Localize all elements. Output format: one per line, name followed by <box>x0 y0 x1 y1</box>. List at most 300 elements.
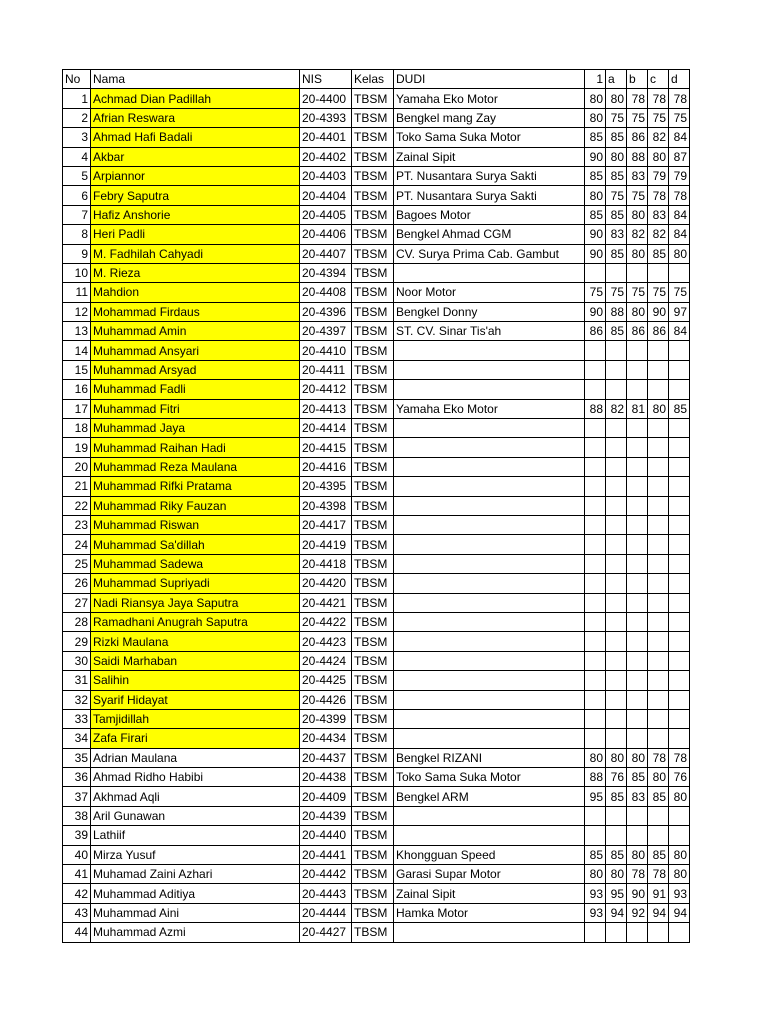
cell-nama[interactable]: Salihin <box>91 671 300 690</box>
cell-score-a[interactable] <box>606 515 627 534</box>
cell-nis[interactable]: 20-4409 <box>300 787 352 806</box>
cell-score-a[interactable] <box>606 826 627 845</box>
cell-nama[interactable]: Ahmad Ridho Habibi <box>91 768 300 787</box>
cell-score-d[interactable]: 78 <box>669 89 690 108</box>
cell-nis[interactable]: 20-4405 <box>300 205 352 224</box>
cell-score-1[interactable]: 90 <box>585 225 606 244</box>
cell-nama[interactable]: Ramadhani Anugrah Saputra <box>91 612 300 631</box>
cell-score-1[interactable]: 86 <box>585 322 606 341</box>
cell-dudi[interactable]: Zainal Sipit <box>394 884 585 903</box>
cell-kelas[interactable]: TBSM <box>352 225 394 244</box>
cell-score-d[interactable] <box>669 554 690 573</box>
cell-nis[interactable]: 20-4422 <box>300 612 352 631</box>
cell-score-b[interactable] <box>627 496 648 515</box>
cell-score-d[interactable] <box>669 826 690 845</box>
cell-dudi[interactable] <box>394 574 585 593</box>
cell-dudi[interactable] <box>394 612 585 631</box>
cell-nama[interactable]: Muhamad Zaini Azhari <box>91 865 300 884</box>
cell-dudi[interactable] <box>394 709 585 728</box>
cell-nis[interactable]: 20-4414 <box>300 419 352 438</box>
cell-kelas[interactable]: TBSM <box>352 806 394 825</box>
cell-kelas[interactable]: TBSM <box>352 496 394 515</box>
cell-no[interactable]: 7 <box>63 205 91 224</box>
cell-score-c[interactable] <box>648 515 669 534</box>
cell-dudi[interactable] <box>394 496 585 515</box>
cell-nis[interactable]: 20-4424 <box>300 651 352 670</box>
cell-score-b[interactable] <box>627 263 648 282</box>
cell-score-d[interactable] <box>669 419 690 438</box>
cell-nis[interactable]: 20-4407 <box>300 244 352 263</box>
cell-nis[interactable]: 20-4423 <box>300 632 352 651</box>
cell-score-1[interactable]: 90 <box>585 147 606 166</box>
cell-no[interactable]: 43 <box>63 903 91 922</box>
cell-no[interactable]: 12 <box>63 302 91 321</box>
cell-no[interactable]: 4 <box>63 147 91 166</box>
cell-no[interactable]: 17 <box>63 399 91 418</box>
cell-score-a[interactable] <box>606 477 627 496</box>
cell-nis[interactable]: 20-4415 <box>300 438 352 457</box>
cell-score-b[interactable]: 83 <box>627 787 648 806</box>
cell-score-1[interactable]: 75 <box>585 283 606 302</box>
header-nis[interactable]: NIS <box>300 70 352 89</box>
cell-score-d[interactable] <box>669 593 690 612</box>
cell-dudi[interactable] <box>394 593 585 612</box>
cell-kelas[interactable]: TBSM <box>352 884 394 903</box>
cell-score-c[interactable] <box>648 457 669 476</box>
cell-kelas[interactable]: TBSM <box>352 632 394 651</box>
cell-kelas[interactable]: TBSM <box>352 671 394 690</box>
cell-dudi[interactable]: ST. CV. Sinar Tis'ah <box>394 322 585 341</box>
cell-score-b[interactable] <box>627 554 648 573</box>
cell-score-b[interactable] <box>627 438 648 457</box>
cell-score-d[interactable]: 84 <box>669 322 690 341</box>
cell-nama[interactable]: Muhammad Azmi <box>91 923 300 942</box>
cell-nis[interactable]: 20-4396 <box>300 302 352 321</box>
cell-score-1[interactable]: 80 <box>585 108 606 127</box>
cell-score-d[interactable] <box>669 709 690 728</box>
cell-kelas[interactable]: TBSM <box>352 535 394 554</box>
cell-score-1[interactable]: 90 <box>585 302 606 321</box>
cell-score-1[interactable]: 85 <box>585 205 606 224</box>
cell-score-c[interactable]: 82 <box>648 128 669 147</box>
cell-score-a[interactable]: 85 <box>606 787 627 806</box>
cell-dudi[interactable]: Zainal Sipit <box>394 147 585 166</box>
cell-nama[interactable]: Muhammad Supriyadi <box>91 574 300 593</box>
cell-dudi[interactable]: PT. Nusantara Surya Sakti <box>394 166 585 185</box>
cell-score-b[interactable] <box>627 535 648 554</box>
cell-score-b[interactable]: 81 <box>627 399 648 418</box>
cell-score-c[interactable] <box>648 612 669 631</box>
cell-score-b[interactable]: 85 <box>627 768 648 787</box>
cell-score-b[interactable]: 80 <box>627 205 648 224</box>
cell-dudi[interactable] <box>394 671 585 690</box>
cell-nis[interactable]: 20-4401 <box>300 128 352 147</box>
cell-score-b[interactable]: 75 <box>627 283 648 302</box>
cell-nama[interactable]: M. Fadhilah Cahyadi <box>91 244 300 263</box>
cell-nama[interactable]: Zafa Firari <box>91 729 300 748</box>
cell-score-c[interactable]: 75 <box>648 108 669 127</box>
cell-nama[interactable]: Muhammad Ansyari <box>91 341 300 360</box>
cell-score-1[interactable]: 80 <box>585 748 606 767</box>
cell-nis[interactable]: 20-4441 <box>300 845 352 864</box>
cell-score-a[interactable] <box>606 263 627 282</box>
cell-score-a[interactable]: 80 <box>606 147 627 166</box>
cell-score-d[interactable]: 75 <box>669 108 690 127</box>
cell-score-c[interactable] <box>648 380 669 399</box>
cell-dudi[interactable]: Khongguan Speed <box>394 845 585 864</box>
cell-nama[interactable]: Mahdion <box>91 283 300 302</box>
cell-score-1[interactable]: 88 <box>585 399 606 418</box>
cell-score-c[interactable] <box>648 438 669 457</box>
cell-nama[interactable]: Muhammad Reza Maulana <box>91 457 300 476</box>
cell-no[interactable]: 8 <box>63 225 91 244</box>
cell-score-a[interactable]: 95 <box>606 884 627 903</box>
cell-no[interactable]: 13 <box>63 322 91 341</box>
cell-score-c[interactable] <box>648 632 669 651</box>
cell-no[interactable]: 6 <box>63 186 91 205</box>
cell-dudi[interactable] <box>394 380 585 399</box>
cell-no[interactable]: 40 <box>63 845 91 864</box>
header-no[interactable]: No <box>63 70 91 89</box>
cell-nama[interactable]: Rizki Maulana <box>91 632 300 651</box>
cell-kelas[interactable]: TBSM <box>352 360 394 379</box>
cell-score-a[interactable]: 94 <box>606 903 627 922</box>
cell-kelas[interactable]: TBSM <box>352 380 394 399</box>
cell-score-1[interactable]: 80 <box>585 865 606 884</box>
cell-no[interactable]: 23 <box>63 515 91 534</box>
cell-score-1[interactable] <box>585 690 606 709</box>
cell-score-c[interactable]: 75 <box>648 283 669 302</box>
cell-dudi[interactable]: Yamaha Eko Motor <box>394 399 585 418</box>
cell-no[interactable]: 35 <box>63 748 91 767</box>
cell-score-a[interactable]: 82 <box>606 399 627 418</box>
cell-score-c[interactable] <box>648 360 669 379</box>
cell-score-1[interactable] <box>585 612 606 631</box>
cell-score-c[interactable]: 78 <box>648 89 669 108</box>
cell-score-b[interactable]: 88 <box>627 147 648 166</box>
cell-dudi[interactable]: CV. Surya Prima Cab. Gambut <box>394 244 585 263</box>
cell-dudi[interactable] <box>394 554 585 573</box>
cell-score-c[interactable] <box>648 477 669 496</box>
cell-nama[interactable]: Syarif Hidayat <box>91 690 300 709</box>
cell-score-b[interactable]: 75 <box>627 186 648 205</box>
cell-score-a[interactable]: 76 <box>606 768 627 787</box>
cell-dudi[interactable]: Bengkel Donny <box>394 302 585 321</box>
cell-score-b[interactable]: 80 <box>627 845 648 864</box>
cell-kelas[interactable]: TBSM <box>352 399 394 418</box>
cell-nama[interactable]: Muhammad Sadewa <box>91 554 300 573</box>
cell-no[interactable]: 11 <box>63 283 91 302</box>
cell-nis[interactable]: 20-4434 <box>300 729 352 748</box>
cell-score-d[interactable]: 84 <box>669 205 690 224</box>
cell-kelas[interactable]: TBSM <box>352 903 394 922</box>
cell-no[interactable]: 21 <box>63 477 91 496</box>
cell-nis[interactable]: 20-4406 <box>300 225 352 244</box>
cell-score-a[interactable] <box>606 632 627 651</box>
cell-score-b[interactable]: 86 <box>627 322 648 341</box>
cell-score-b[interactable] <box>627 671 648 690</box>
cell-nis[interactable]: 20-4417 <box>300 515 352 534</box>
cell-score-c[interactable] <box>648 263 669 282</box>
cell-nama[interactable]: Tamjidillah <box>91 709 300 728</box>
cell-score-1[interactable] <box>585 632 606 651</box>
cell-score-a[interactable] <box>606 360 627 379</box>
cell-score-a[interactable] <box>606 923 627 942</box>
cell-score-d[interactable] <box>669 612 690 631</box>
cell-nama[interactable]: Muhammad Aditiya <box>91 884 300 903</box>
cell-score-d[interactable]: 80 <box>669 845 690 864</box>
cell-no[interactable]: 26 <box>63 574 91 593</box>
cell-kelas[interactable]: TBSM <box>352 302 394 321</box>
cell-nis[interactable]: 20-4439 <box>300 806 352 825</box>
cell-score-1[interactable] <box>585 651 606 670</box>
cell-nis[interactable]: 20-4393 <box>300 108 352 127</box>
cell-no[interactable]: 34 <box>63 729 91 748</box>
cell-nis[interactable]: 20-4411 <box>300 360 352 379</box>
cell-score-a[interactable]: 88 <box>606 302 627 321</box>
cell-no[interactable]: 36 <box>63 768 91 787</box>
cell-kelas[interactable]: TBSM <box>352 166 394 185</box>
cell-score-d[interactable] <box>669 535 690 554</box>
cell-kelas[interactable]: TBSM <box>352 205 394 224</box>
cell-nis[interactable]: 20-4413 <box>300 399 352 418</box>
cell-nis[interactable]: 20-4438 <box>300 768 352 787</box>
cell-nis[interactable]: 20-4420 <box>300 574 352 593</box>
cell-no[interactable]: 22 <box>63 496 91 515</box>
cell-kelas[interactable]: TBSM <box>352 186 394 205</box>
cell-score-c[interactable] <box>648 690 669 709</box>
cell-kelas[interactable]: TBSM <box>352 574 394 593</box>
cell-score-c[interactable] <box>648 496 669 515</box>
cell-score-c[interactable]: 91 <box>648 884 669 903</box>
cell-score-d[interactable]: 85 <box>669 399 690 418</box>
cell-dudi[interactable] <box>394 923 585 942</box>
cell-dudi[interactable] <box>394 690 585 709</box>
cell-nis[interactable]: 20-4408 <box>300 283 352 302</box>
cell-nama[interactable]: Muhammad Fitri <box>91 399 300 418</box>
cell-score-a[interactable]: 85 <box>606 322 627 341</box>
cell-score-c[interactable]: 94 <box>648 903 669 922</box>
cell-score-d[interactable]: 87 <box>669 147 690 166</box>
cell-score-a[interactable]: 75 <box>606 283 627 302</box>
cell-score-d[interactable]: 93 <box>669 884 690 903</box>
cell-score-c[interactable] <box>648 671 669 690</box>
cell-nama[interactable]: Aril Gunawan <box>91 806 300 825</box>
cell-score-a[interactable]: 85 <box>606 166 627 185</box>
cell-nama[interactable]: Febry Saputra <box>91 186 300 205</box>
cell-nama[interactable]: Heri Padli <box>91 225 300 244</box>
header-c[interactable]: c <box>648 70 669 89</box>
cell-score-d[interactable] <box>669 457 690 476</box>
cell-nama[interactable]: Ahmad Hafi Badali <box>91 128 300 147</box>
cell-nama[interactable]: Muhammad Amin <box>91 322 300 341</box>
cell-score-b[interactable] <box>627 574 648 593</box>
cell-nis[interactable]: 20-4437 <box>300 748 352 767</box>
cell-score-a[interactable] <box>606 419 627 438</box>
cell-score-a[interactable]: 85 <box>606 244 627 263</box>
cell-nis[interactable]: 20-4444 <box>300 903 352 922</box>
cell-score-d[interactable]: 94 <box>669 903 690 922</box>
cell-nama[interactable]: Muhammad Riky Fauzan <box>91 496 300 515</box>
cell-score-c[interactable] <box>648 923 669 942</box>
cell-dudi[interactable] <box>394 826 585 845</box>
cell-no[interactable]: 25 <box>63 554 91 573</box>
cell-nama[interactable]: Mohammad Firdaus <box>91 302 300 321</box>
cell-nama[interactable]: M. Rieza <box>91 263 300 282</box>
cell-score-1[interactable]: 80 <box>585 186 606 205</box>
header-kelas[interactable]: Kelas <box>352 70 394 89</box>
cell-score-a[interactable] <box>606 380 627 399</box>
cell-dudi[interactable]: Garasi Supar Motor <box>394 865 585 884</box>
cell-no[interactable]: 39 <box>63 826 91 845</box>
cell-nis[interactable]: 20-4426 <box>300 690 352 709</box>
cell-nama[interactable]: Saidi Marhaban <box>91 651 300 670</box>
cell-kelas[interactable]: TBSM <box>352 923 394 942</box>
cell-score-d[interactable]: 84 <box>669 128 690 147</box>
cell-score-1[interactable] <box>585 554 606 573</box>
cell-score-d[interactable] <box>669 477 690 496</box>
cell-score-c[interactable] <box>648 341 669 360</box>
cell-score-1[interactable]: 93 <box>585 884 606 903</box>
cell-dudi[interactable]: Bengkel RIZANI <box>394 748 585 767</box>
cell-score-b[interactable]: 80 <box>627 302 648 321</box>
cell-score-a[interactable] <box>606 457 627 476</box>
cell-score-a[interactable] <box>606 709 627 728</box>
cell-score-d[interactable] <box>669 515 690 534</box>
cell-score-d[interactable]: 80 <box>669 244 690 263</box>
cell-kelas[interactable]: TBSM <box>352 612 394 631</box>
cell-score-c[interactable]: 85 <box>648 244 669 263</box>
cell-dudi[interactable]: Toko Sama Suka Motor <box>394 768 585 787</box>
cell-kelas[interactable]: TBSM <box>352 128 394 147</box>
cell-nis[interactable]: 20-4440 <box>300 826 352 845</box>
cell-kelas[interactable]: TBSM <box>352 89 394 108</box>
cell-score-b[interactable] <box>627 593 648 612</box>
cell-dudi[interactable] <box>394 438 585 457</box>
cell-nama[interactable]: Muhammad Aini <box>91 903 300 922</box>
cell-score-1[interactable] <box>585 515 606 534</box>
cell-dudi[interactable] <box>394 632 585 651</box>
cell-score-c[interactable]: 78 <box>648 865 669 884</box>
cell-score-b[interactable] <box>627 612 648 631</box>
cell-no[interactable]: 31 <box>63 671 91 690</box>
cell-score-d[interactable]: 79 <box>669 166 690 185</box>
cell-no[interactable]: 5 <box>63 166 91 185</box>
cell-kelas[interactable]: TBSM <box>352 341 394 360</box>
cell-score-b[interactable] <box>627 419 648 438</box>
cell-score-b[interactable] <box>627 380 648 399</box>
header-nama[interactable]: Nama <box>91 70 300 89</box>
cell-dudi[interactable] <box>394 419 585 438</box>
cell-nis[interactable]: 20-4404 <box>300 186 352 205</box>
cell-nis[interactable]: 20-4419 <box>300 535 352 554</box>
cell-score-b[interactable]: 86 <box>627 128 648 147</box>
cell-score-b[interactable] <box>627 923 648 942</box>
cell-kelas[interactable]: TBSM <box>352 477 394 496</box>
cell-score-b[interactable] <box>627 806 648 825</box>
cell-no[interactable]: 38 <box>63 806 91 825</box>
cell-score-c[interactable] <box>648 806 669 825</box>
cell-score-1[interactable] <box>585 729 606 748</box>
cell-score-a[interactable]: 80 <box>606 89 627 108</box>
cell-kelas[interactable]: TBSM <box>352 651 394 670</box>
cell-no[interactable]: 18 <box>63 419 91 438</box>
cell-kelas[interactable]: TBSM <box>352 748 394 767</box>
cell-score-1[interactable] <box>585 360 606 379</box>
cell-score-b[interactable] <box>627 826 648 845</box>
cell-nama[interactable]: Achmad Dian Padillah <box>91 89 300 108</box>
cell-nama[interactable]: Lathiif <box>91 826 300 845</box>
cell-score-a[interactable]: 75 <box>606 108 627 127</box>
cell-dudi[interactable] <box>394 515 585 534</box>
cell-nama[interactable]: Mirza Yusuf <box>91 845 300 864</box>
cell-nis[interactable]: 20-4418 <box>300 554 352 573</box>
cell-score-d[interactable] <box>669 496 690 515</box>
cell-nis[interactable]: 20-4425 <box>300 671 352 690</box>
cell-score-d[interactable] <box>669 341 690 360</box>
cell-nama[interactable]: Muhammad Rifki Pratama <box>91 477 300 496</box>
cell-kelas[interactable]: TBSM <box>352 729 394 748</box>
cell-nama[interactable]: Muhammad Riswan <box>91 515 300 534</box>
cell-nis[interactable]: 20-4412 <box>300 380 352 399</box>
cell-score-a[interactable]: 75 <box>606 186 627 205</box>
header-b[interactable]: b <box>627 70 648 89</box>
cell-score-d[interactable] <box>669 671 690 690</box>
cell-no[interactable]: 27 <box>63 593 91 612</box>
cell-score-d[interactable] <box>669 380 690 399</box>
cell-no[interactable]: 14 <box>63 341 91 360</box>
cell-score-a[interactable] <box>606 690 627 709</box>
cell-score-1[interactable]: 93 <box>585 903 606 922</box>
cell-score-b[interactable]: 80 <box>627 244 648 263</box>
cell-score-a[interactable] <box>606 651 627 670</box>
cell-no[interactable]: 41 <box>63 865 91 884</box>
cell-score-b[interactable]: 82 <box>627 225 648 244</box>
cell-no[interactable]: 30 <box>63 651 91 670</box>
cell-dudi[interactable]: Bengkel mang Zay <box>394 108 585 127</box>
cell-score-1[interactable]: 80 <box>585 89 606 108</box>
cell-no[interactable]: 37 <box>63 787 91 806</box>
cell-kelas[interactable]: TBSM <box>352 515 394 534</box>
cell-nama[interactable]: Nadi Riansya Jaya Saputra <box>91 593 300 612</box>
cell-score-a[interactable] <box>606 729 627 748</box>
cell-score-b[interactable]: 92 <box>627 903 648 922</box>
cell-score-d[interactable]: 76 <box>669 768 690 787</box>
cell-nis[interactable]: 20-4397 <box>300 322 352 341</box>
cell-dudi[interactable] <box>394 535 585 554</box>
cell-score-c[interactable] <box>648 709 669 728</box>
cell-nis[interactable]: 20-4443 <box>300 884 352 903</box>
cell-score-b[interactable] <box>627 709 648 728</box>
cell-no[interactable]: 9 <box>63 244 91 263</box>
cell-score-a[interactable] <box>606 574 627 593</box>
header-dudi[interactable]: DUDI <box>394 70 585 89</box>
cell-score-c[interactable]: 78 <box>648 186 669 205</box>
cell-kelas[interactable]: TBSM <box>352 709 394 728</box>
cell-no[interactable]: 15 <box>63 360 91 379</box>
cell-score-1[interactable] <box>585 826 606 845</box>
cell-score-d[interactable] <box>669 438 690 457</box>
cell-score-b[interactable] <box>627 632 648 651</box>
cell-score-b[interactable] <box>627 341 648 360</box>
cell-nis[interactable]: 20-4395 <box>300 477 352 496</box>
cell-kelas[interactable]: TBSM <box>352 147 394 166</box>
cell-nis[interactable]: 20-4394 <box>300 263 352 282</box>
cell-score-c[interactable]: 85 <box>648 787 669 806</box>
cell-score-c[interactable]: 90 <box>648 302 669 321</box>
cell-score-1[interactable] <box>585 341 606 360</box>
cell-score-b[interactable]: 75 <box>627 108 648 127</box>
